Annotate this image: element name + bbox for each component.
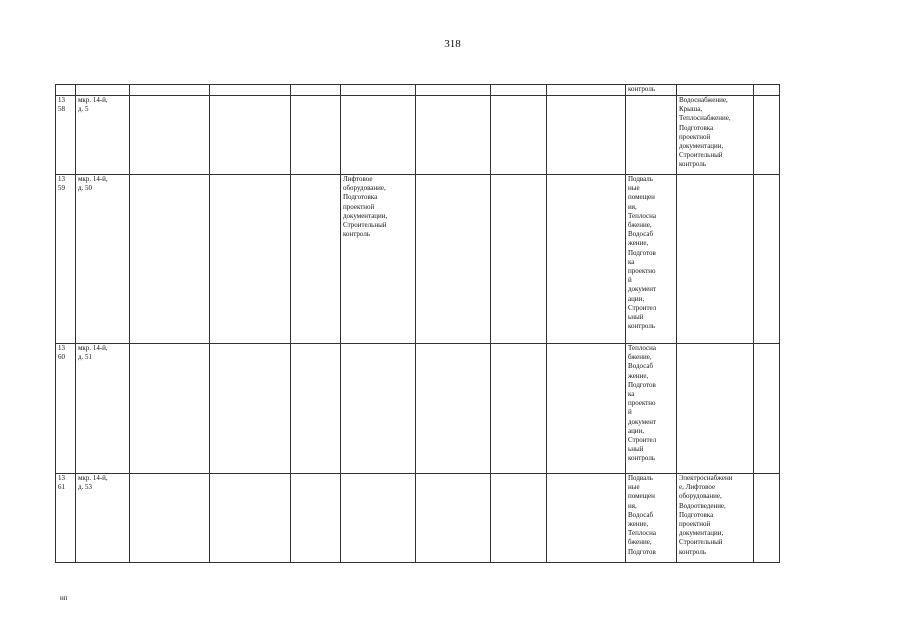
repair-schedule-table [55,84,780,563]
cell-works-b: Подваль ные помещен ия, Теплосна бжение, Водосаб жение, Подготов ка проектно й документ ации, Строител ьный контроль [626,175,677,344]
table-row [56,344,780,474]
cell-lift-works [341,474,416,563]
cell-num: 13 59 [56,175,76,344]
table-row [56,175,780,344]
table-row [56,85,780,96]
cell-works-c [677,85,754,96]
cell-num: 13 61 [56,474,76,563]
cell-works-b [626,96,677,175]
table-row [56,474,780,563]
footer-mark: нп [60,594,68,602]
cell-lift-works [341,96,416,175]
cell-address: мкр. 14-й, д. 5 [76,96,130,175]
table-row [56,96,780,175]
cell-works-c: Электроснабжени е, Лифтовое оборудование, Водоотведение, Подготовка проектной документации, Строительный контроль [677,474,754,563]
cell-lift-works: Лифтовое оборудование, Подготовка проектной документации, Строительный контроль [341,175,416,344]
cell-works-c [677,175,754,344]
cell-num: 13 58 [56,96,76,175]
cell-lift-works [341,85,416,96]
cell-address: мкр. 14-й, д. 53 [76,474,130,563]
cell-address: мкр. 14-й, д. 50 [76,175,130,344]
cell-lift-works [341,344,416,474]
cell-address [76,85,130,96]
cell-address: мкр. 14-й, д. 51 [76,344,130,474]
cell-works-b: контроль [626,85,677,96]
cell-works-b: Теплосна бжение, Водосаб жение, Подготов ка проектно й документ ации, Строител ьный контроль [626,344,677,474]
cell-works-c: Водоснабжение, Крыша, Теплоснабжение, Подготовка проектной документации, Строительный контроль [677,96,754,175]
cell-works-b: Подваль ные помещен ия, Водосаб жение, Теплосна бжение, Подготов [626,474,677,563]
cell-works-c [677,344,754,474]
cell-num [56,85,76,96]
cell-num: 13 60 [56,344,76,474]
page-number: 318 [444,38,461,50]
